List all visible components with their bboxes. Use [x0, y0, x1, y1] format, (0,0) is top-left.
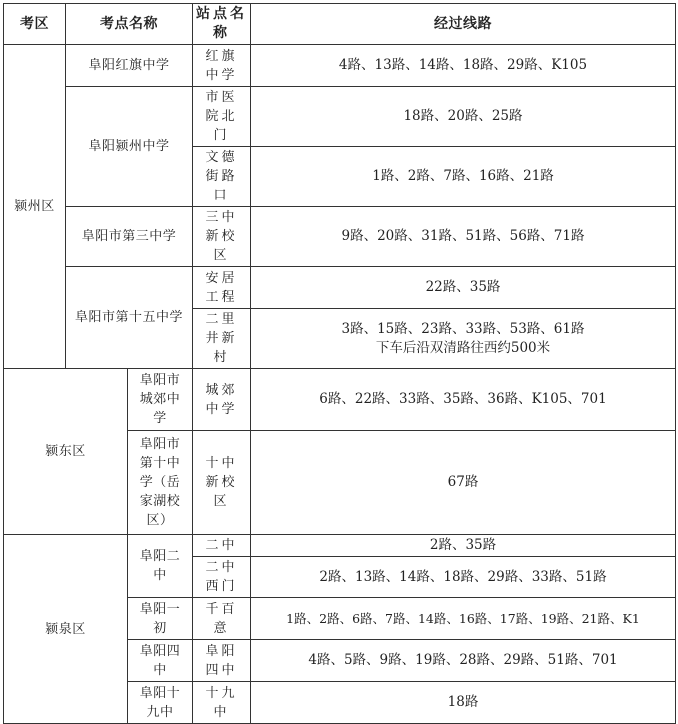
station-cell: 阜阳四中	[193, 640, 251, 682]
routes-cell: 4路、5路、9路、19路、28路、29路、51路、701	[251, 640, 676, 682]
bus-route-table-container	[3, 3, 676, 724]
routes-cell: 67路	[251, 431, 676, 535]
routes-cell: 18路、20路、25路	[251, 87, 676, 147]
table-row	[4, 369, 676, 431]
school-cell: 阜阳市第十五中学	[66, 267, 193, 369]
routes-note: 下车后沿双清路往西约500米	[375, 339, 551, 356]
routes-cell: 2路、35路	[251, 535, 676, 557]
school-cell: 阜阳市城郊中学	[128, 369, 193, 431]
routes-cell	[251, 309, 676, 369]
school-cell: 阜阳市第三中学	[66, 207, 193, 267]
table-row	[4, 207, 676, 267]
school-cell: 阜阳十九中	[128, 682, 193, 724]
station-cell: 城郊中学	[193, 369, 251, 431]
district-cell: 颍州区	[4, 45, 66, 369]
routes-cell: 9路、20路、31路、51路、56路、71路	[251, 207, 676, 267]
table-row	[4, 45, 676, 87]
routes-cell: 18路	[251, 682, 676, 724]
school-cell: 阜阳红旗中学	[66, 45, 193, 87]
station-cell: 红旗中学	[193, 45, 251, 87]
station-cell: 二中西门	[193, 557, 251, 598]
station-cell: 二里井新村	[193, 309, 251, 369]
routes-cell: 1路、2路、7路、16路、21路	[251, 147, 676, 207]
station-cell: 安居工程	[193, 267, 251, 309]
school-cell: 阜阳颍州中学	[66, 87, 193, 207]
header-district: 考区	[4, 4, 66, 45]
station-cell: 千百意	[193, 598, 251, 640]
table-row	[4, 87, 676, 147]
station-cell: 十中新校区	[193, 431, 251, 535]
bus-route-table	[3, 3, 676, 724]
routes-cell: 22路、35路	[251, 267, 676, 309]
station-cell: 二中	[193, 535, 251, 557]
station-cell: 文德街路口	[193, 147, 251, 207]
district-cell: 颍东区	[4, 369, 128, 535]
table-row	[4, 535, 676, 557]
routes-cell: 2路、13路、14路、18路、29路、33路、51路	[251, 557, 676, 598]
school-cell: 阜阳二中	[128, 535, 193, 598]
table-header-row	[4, 4, 676, 45]
routes-text: 3路、15路、23路、33路、53路、61路	[341, 320, 585, 337]
header-station: 站点名称	[193, 4, 251, 45]
school-cell: 阜阳四中	[128, 640, 193, 682]
district-cell: 颍泉区	[4, 535, 128, 724]
routes-cell: 1路、2路、6路、7路、14路、16路、17路、19路、21路、K1	[251, 598, 676, 640]
station-cell: 市医院北门	[193, 87, 251, 147]
routes-cell: 4路、13路、14路、18路、29路、K105	[251, 45, 676, 87]
header-routes: 经过线路	[251, 4, 676, 45]
routes-cell: 6路、22路、33路、35路、36路、K105、701	[251, 369, 676, 431]
station-cell: 十九中	[193, 682, 251, 724]
station-cell: 三中新校区	[193, 207, 251, 267]
school-cell: 阜阳一初	[128, 598, 193, 640]
header-school: 考点名称	[66, 4, 193, 45]
school-cell: 阜阳市第十中学（岳家湖校区）	[128, 431, 193, 535]
table-row	[4, 267, 676, 309]
